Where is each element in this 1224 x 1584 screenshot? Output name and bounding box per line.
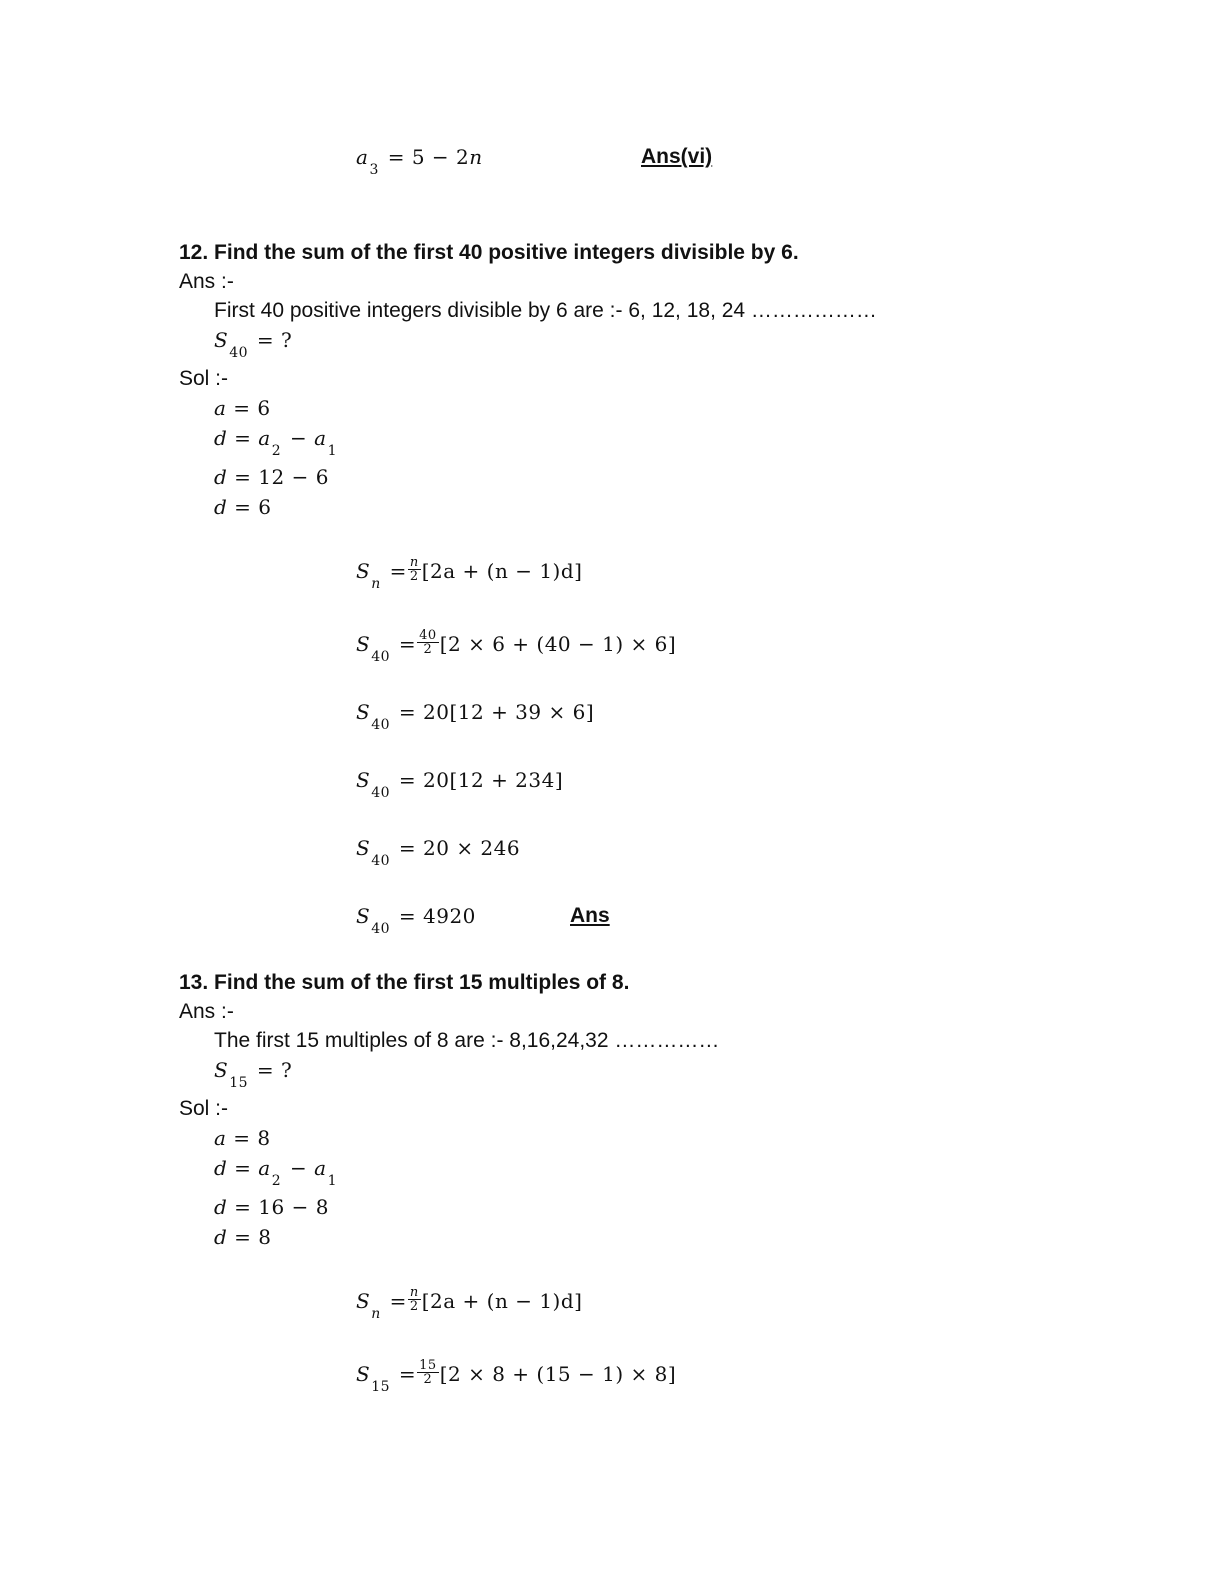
value: = 8 (234, 1225, 272, 1249)
equation-rhs: = ? (256, 328, 293, 352)
step-rhs: = 20 × 246 (398, 836, 521, 860)
q12-step-5: $S_{40} = 20 \times 246$ (356, 836, 521, 869)
q13-ans-label: Ans :- (179, 1000, 234, 1023)
q12-step-result: $S_{40} = 4920$ (356, 904, 476, 937)
value: = 8 (233, 1126, 271, 1150)
equation-rhs: = ? (256, 1058, 293, 1082)
subscript: 40 (229, 345, 249, 361)
q13-given-d-formula: $d = a_2 - a_1$ (214, 1156, 337, 1189)
fraction: $\frac{n}{2}$ (409, 555, 419, 584)
var-s: S (214, 1058, 229, 1082)
q12-step-3: $S_{40} = 20[12 + 39 \times 6]$ (356, 700, 595, 733)
step-rhs: = 20[12 + 39 × 6] (398, 700, 595, 724)
fraction: $\frac{40}{2}$ (419, 628, 437, 657)
equation-rhs: = 5 − 2 (387, 145, 470, 169)
step-rhs: [2a + (n − 1)d] (421, 1289, 583, 1313)
step-rhs: [2 × 6 + (40 − 1) × 6] (439, 632, 677, 656)
subscript: 3 (369, 162, 379, 178)
var: d (214, 465, 228, 489)
value: = 6 (233, 396, 271, 420)
q13-statement: The first 15 multiples of 8 are :- 8,16,24,32 …………… (214, 1029, 720, 1052)
q12-statement: First 40 positive integers divisible by 6 are :- 6, 12, 18, 24 ……………… (214, 299, 877, 322)
q13-step-formula: $S_n$ = $\frac{n}{2}$ [2a + (n − 1)d] (356, 1285, 583, 1322)
var-n: n (469, 145, 483, 169)
q12-final-answer-label: Ans (570, 904, 610, 927)
fraction: $\frac{n}{2}$ (409, 1285, 419, 1314)
q13-sol-label: Sol :- (179, 1097, 229, 1120)
step-rhs: [2a + (n − 1)d] (421, 559, 583, 583)
q13-given-d (214, 1225, 272, 1249)
var: d (214, 495, 228, 519)
q12-given-d-sub (214, 465, 329, 489)
step-rhs: [2 × 8 + (15 − 1) × 8] (439, 1362, 677, 1386)
subscript: 15 (229, 1075, 249, 1091)
step-rhs: = 4920 (398, 904, 476, 928)
q13-given-d-sub (214, 1195, 329, 1219)
var: a (214, 1126, 227, 1150)
var: a (214, 396, 227, 420)
fraction: $\frac{15}{2}$ (419, 1358, 437, 1387)
q12-unknown (214, 328, 293, 361)
question-13-heading: 13. Find the sum of the first 15 multiples of 8. (179, 971, 630, 994)
value: = 12 − 6 (234, 465, 329, 489)
q12-given-d (214, 495, 272, 519)
q12-sol-label: Sol :- (179, 367, 229, 390)
value: = 16 − 8 (234, 1195, 329, 1219)
step-rhs: = 20[12 + 234] (398, 768, 564, 792)
answer-label-vi: Ans(vi) (641, 145, 713, 168)
q13-unknown (214, 1058, 293, 1091)
value: = 6 (234, 495, 272, 519)
q13-given-a (214, 1126, 271, 1150)
q12-given-a (214, 396, 271, 420)
q13-step-2: $S_{15}$ = $\frac{15}{2}$ [2 × 8 + (15 − 1) × 8] (356, 1358, 677, 1395)
var-a: a (356, 145, 369, 169)
q12-step-4: $S_{40} = 20[12 + 234]$ (356, 768, 564, 801)
q12-ans-label: Ans :- (179, 270, 234, 293)
q12-given-d-formula: $d = a_2 - a_1$ (214, 426, 337, 459)
q12-step-2: $S_{40}$ = $\frac{40}{2}$ [2 × 6 + (40 − 1) × 6] (356, 628, 677, 665)
var: d (214, 1195, 228, 1219)
q12-step-formula: $S_n$ = $\frac{n}{2}$ [2a + (n − 1)d] (356, 555, 583, 592)
equation-a3 (356, 145, 483, 178)
question-12-heading: 12. Find the sum of the first 40 positive integers divisible by 6. (179, 241, 799, 264)
var: d (214, 1225, 228, 1249)
var-s: S (214, 328, 229, 352)
